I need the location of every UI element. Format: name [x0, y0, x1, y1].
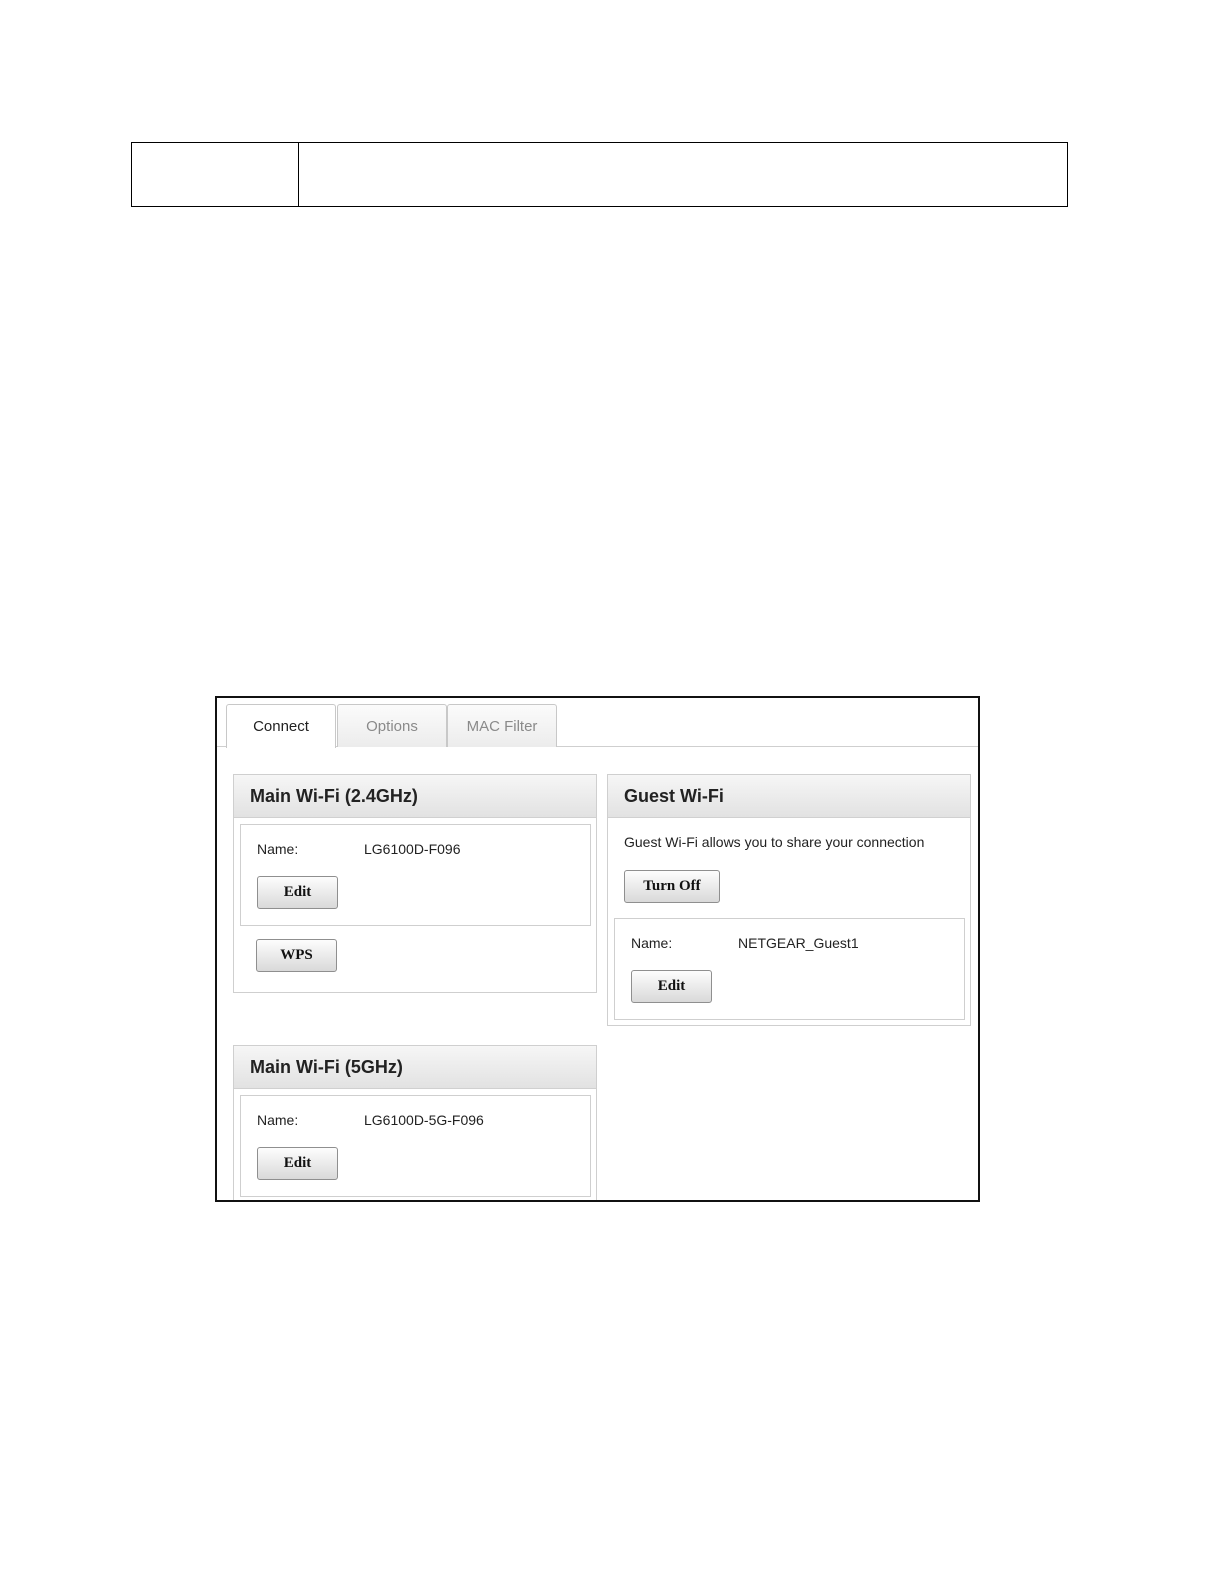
main-wifi-24ghz-network-box [240, 824, 591, 926]
main-wifi-24ghz-name-label: Name: [257, 841, 299, 857]
main-wifi-5ghz-panel [233, 1045, 597, 1202]
main-wifi-24ghz-panel [233, 774, 597, 993]
main-wifi-24ghz-edit-button[interactable]: Edit [257, 876, 338, 909]
guest-wifi-name-value: NETGEAR_Guest1 [738, 935, 859, 951]
header-table-cell-left [132, 143, 299, 206]
guest-wifi-description: Guest Wi-Fi allows you to share your connection [624, 834, 925, 850]
tab-options[interactable]: Options [337, 704, 447, 747]
guest-wifi-edit-button[interactable]: Edit [631, 970, 712, 1003]
tab-mac-filter[interactable]: MAC Filter [447, 704, 557, 747]
header-table [131, 142, 1068, 207]
guest-wifi-network-box [614, 918, 965, 1020]
main-wifi-5ghz-title: Main Wi-Fi (5GHz) [234, 1046, 596, 1089]
main-wifi-24ghz-title: Main Wi-Fi (2.4GHz) [234, 775, 596, 818]
guest-wifi-turn-off-button[interactable]: Turn Off [624, 870, 720, 903]
tab-connect[interactable]: Connect [226, 704, 336, 748]
wifi-settings-screenshot [215, 696, 980, 1202]
main-wifi-5ghz-network-box [240, 1095, 591, 1197]
main-wifi-24ghz-name-value: LG6100D-F096 [364, 841, 461, 857]
main-wifi-5ghz-name-label: Name: [257, 1112, 299, 1128]
wps-button[interactable]: WPS [256, 939, 337, 972]
main-wifi-5ghz-edit-button[interactable]: Edit [257, 1147, 338, 1180]
header-table-cell-right [299, 143, 1067, 206]
guest-wifi-name-label: Name: [631, 935, 673, 951]
tab-bar [217, 698, 978, 747]
main-wifi-5ghz-name-value: LG6100D-5G-F096 [364, 1112, 484, 1128]
guest-wifi-title: Guest Wi-Fi [608, 775, 970, 818]
guest-wifi-panel [607, 774, 971, 1026]
